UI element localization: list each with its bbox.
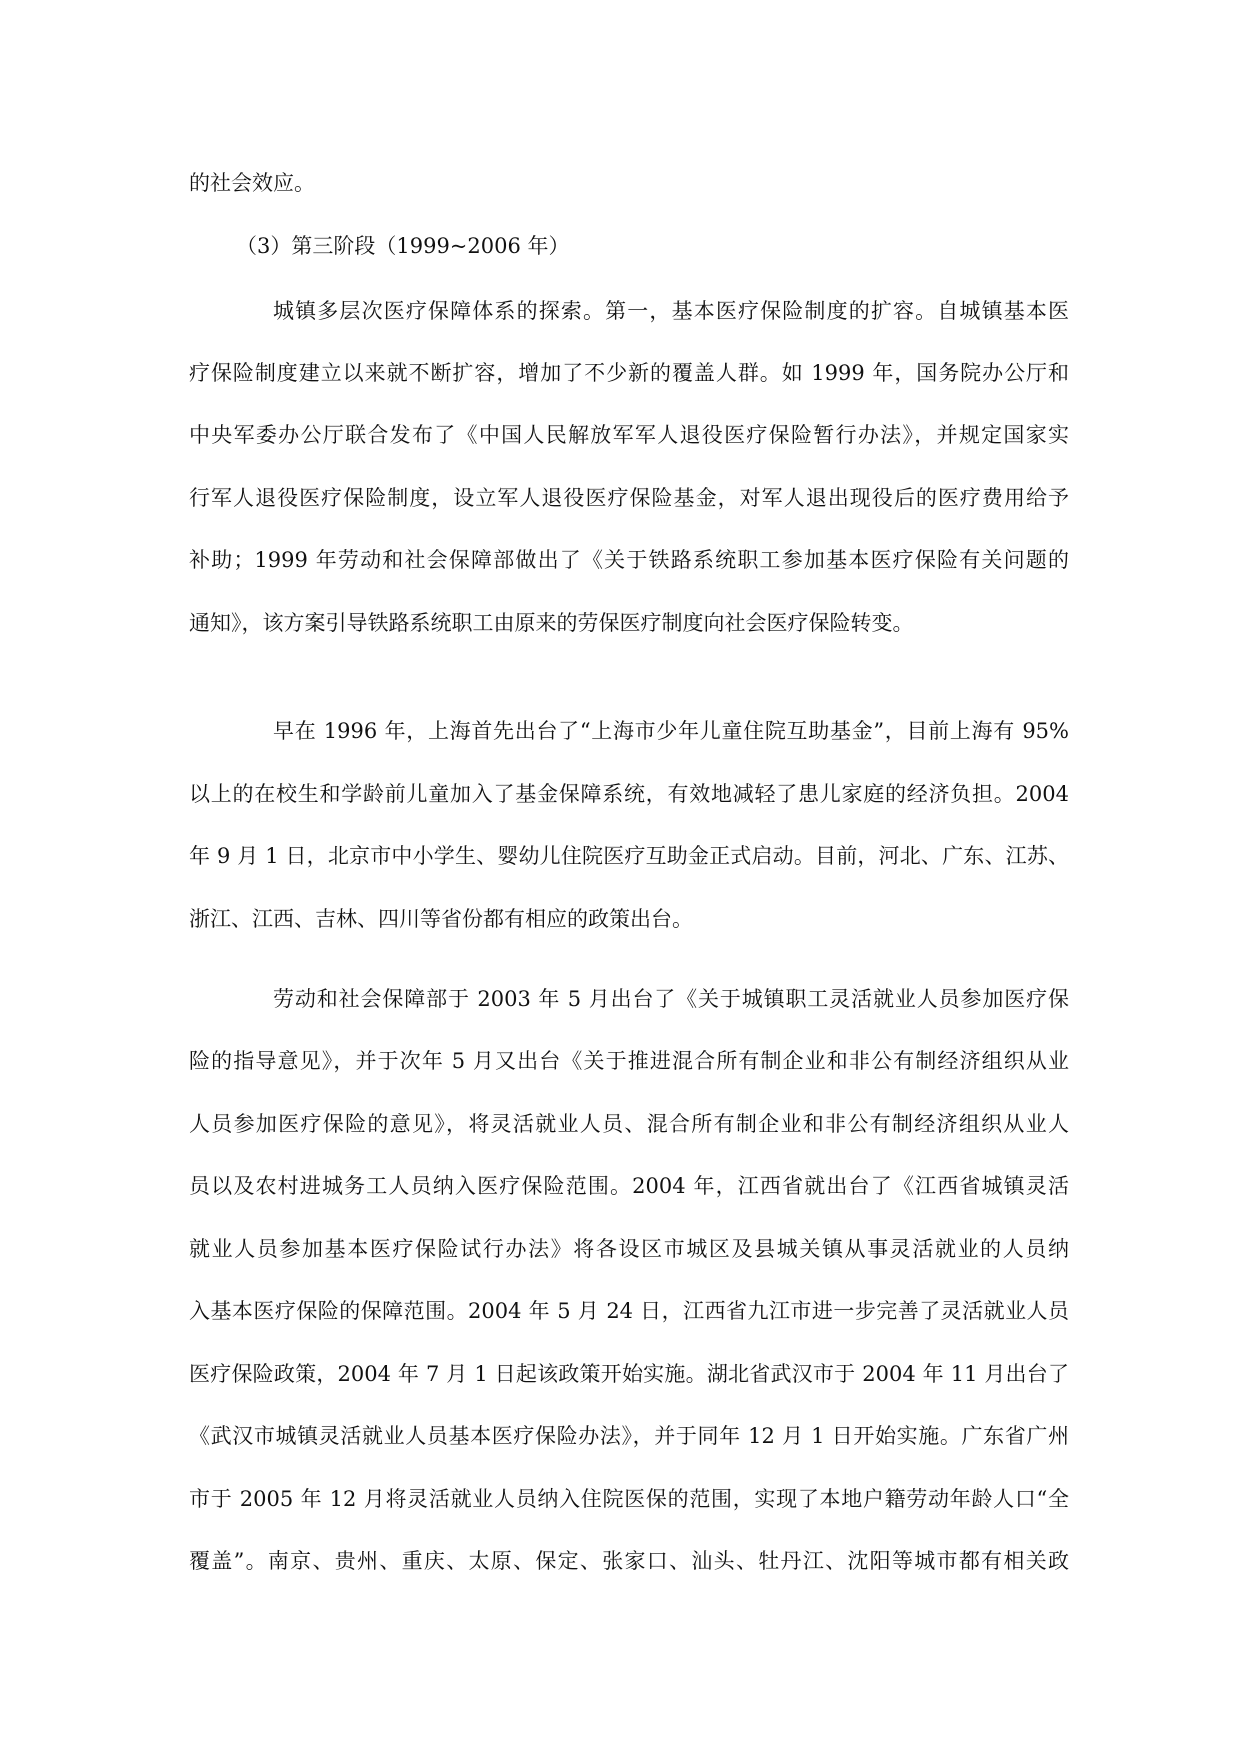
- paragraph-line: 人员参加医疗保险的意见》，将灵活就业人员、混合所有制企业和非公有制经济组织从业人: [189, 1112, 1069, 1136]
- paragraph-line: 疗保险制度建立以来就不断扩容，增加了不少新的覆盖人群。如 1999 年，国务院办公厅和: [189, 361, 1069, 385]
- paragraph-line: 入基本医疗保险的保障范围。2004 年 5 月 24 日，江西省九江市进一步完善了灵活就业人员: [189, 1299, 1069, 1323]
- paragraph-line: 覆盖”。南京、贵州、重庆、太原、保定、张家口、汕头、牡丹江、沈阳等城市都有相关政: [189, 1549, 1069, 1573]
- paragraph-line: 劳动和社会保障部于 2003 年 5 月出台了《关于城镇职工灵活就业人员参加医疗保: [273, 987, 1069, 1011]
- paragraph-line: 险的指导意见》，并于次年 5 月又出台《关于推进混合所有制企业和非公有制经济组织从业: [189, 1049, 1069, 1073]
- paragraph-line: 市于 2005 年 12 月将灵活就业人员纳入住院医保的范围，实现了本地户籍劳动年龄人口“全: [189, 1487, 1069, 1511]
- paragraph-line: 《武汉市城镇灵活就业人员基本医疗保险办法》，并于同年 12 月 1 日开始实施。广东省广州: [189, 1424, 1069, 1448]
- paragraph-line: 以上的在校生和学龄前儿童加入了基金保障系统，有效地减轻了患儿家庭的经济负担。2004: [189, 782, 1069, 806]
- paragraph-line: 城镇多层次医疗保障体系的探索。第一，基本医疗保险制度的扩容。自城镇基本医: [273, 299, 1069, 323]
- opening-line: 的社会效应。: [189, 171, 315, 195]
- paragraph-line: 早在 1996 年，上海首先出台了“上海市少年儿童住院互助基金”，目前上海有 95%: [273, 719, 1069, 743]
- paragraph-line: 通知》，该方案引导铁路系统职工由原来的劳保医疗制度向社会医疗保险转变。: [189, 611, 914, 635]
- paragraph-line: 行军人退役医疗保险制度，设立军人退役医疗保险基金，对军人退出现役后的医疗费用给予: [189, 486, 1069, 510]
- paragraph-line: 年 9 月 1 日，北京市中小学生、婴幼儿住院医疗互助金正式启动。目前，河北、广东、江苏、: [189, 844, 1069, 868]
- paragraph-line: 补助；1999 年劳动和社会保障部做出了《关于铁路系统职工参加基本医疗保险有关问题的: [189, 548, 1069, 572]
- section-heading: （3）第三阶段（1999~2006 年）: [236, 234, 570, 258]
- paragraph-line: 就业人员参加基本医疗保险试行办法》将各设区市城区及县城关镇从事灵活就业的人员纳: [189, 1237, 1069, 1261]
- paragraph-line: 中央军委办公厅联合发布了《中国人民解放军军人退役医疗保险暂行办法》，并规定国家实: [189, 423, 1069, 447]
- paragraph-line: 浙江、江西、吉林、四川等省份都有相应的政策出台。: [189, 907, 693, 931]
- paragraph-line: 医疗保险政策，2004 年 7 月 1 日起该政策开始实施。湖北省武汉市于 2004 年 11 月出台了: [189, 1362, 1069, 1386]
- paragraph-line: 员以及农村进城务工人员纳入医疗保险范围。2004 年，江西省就出台了《江西省城镇灵活: [189, 1174, 1069, 1198]
